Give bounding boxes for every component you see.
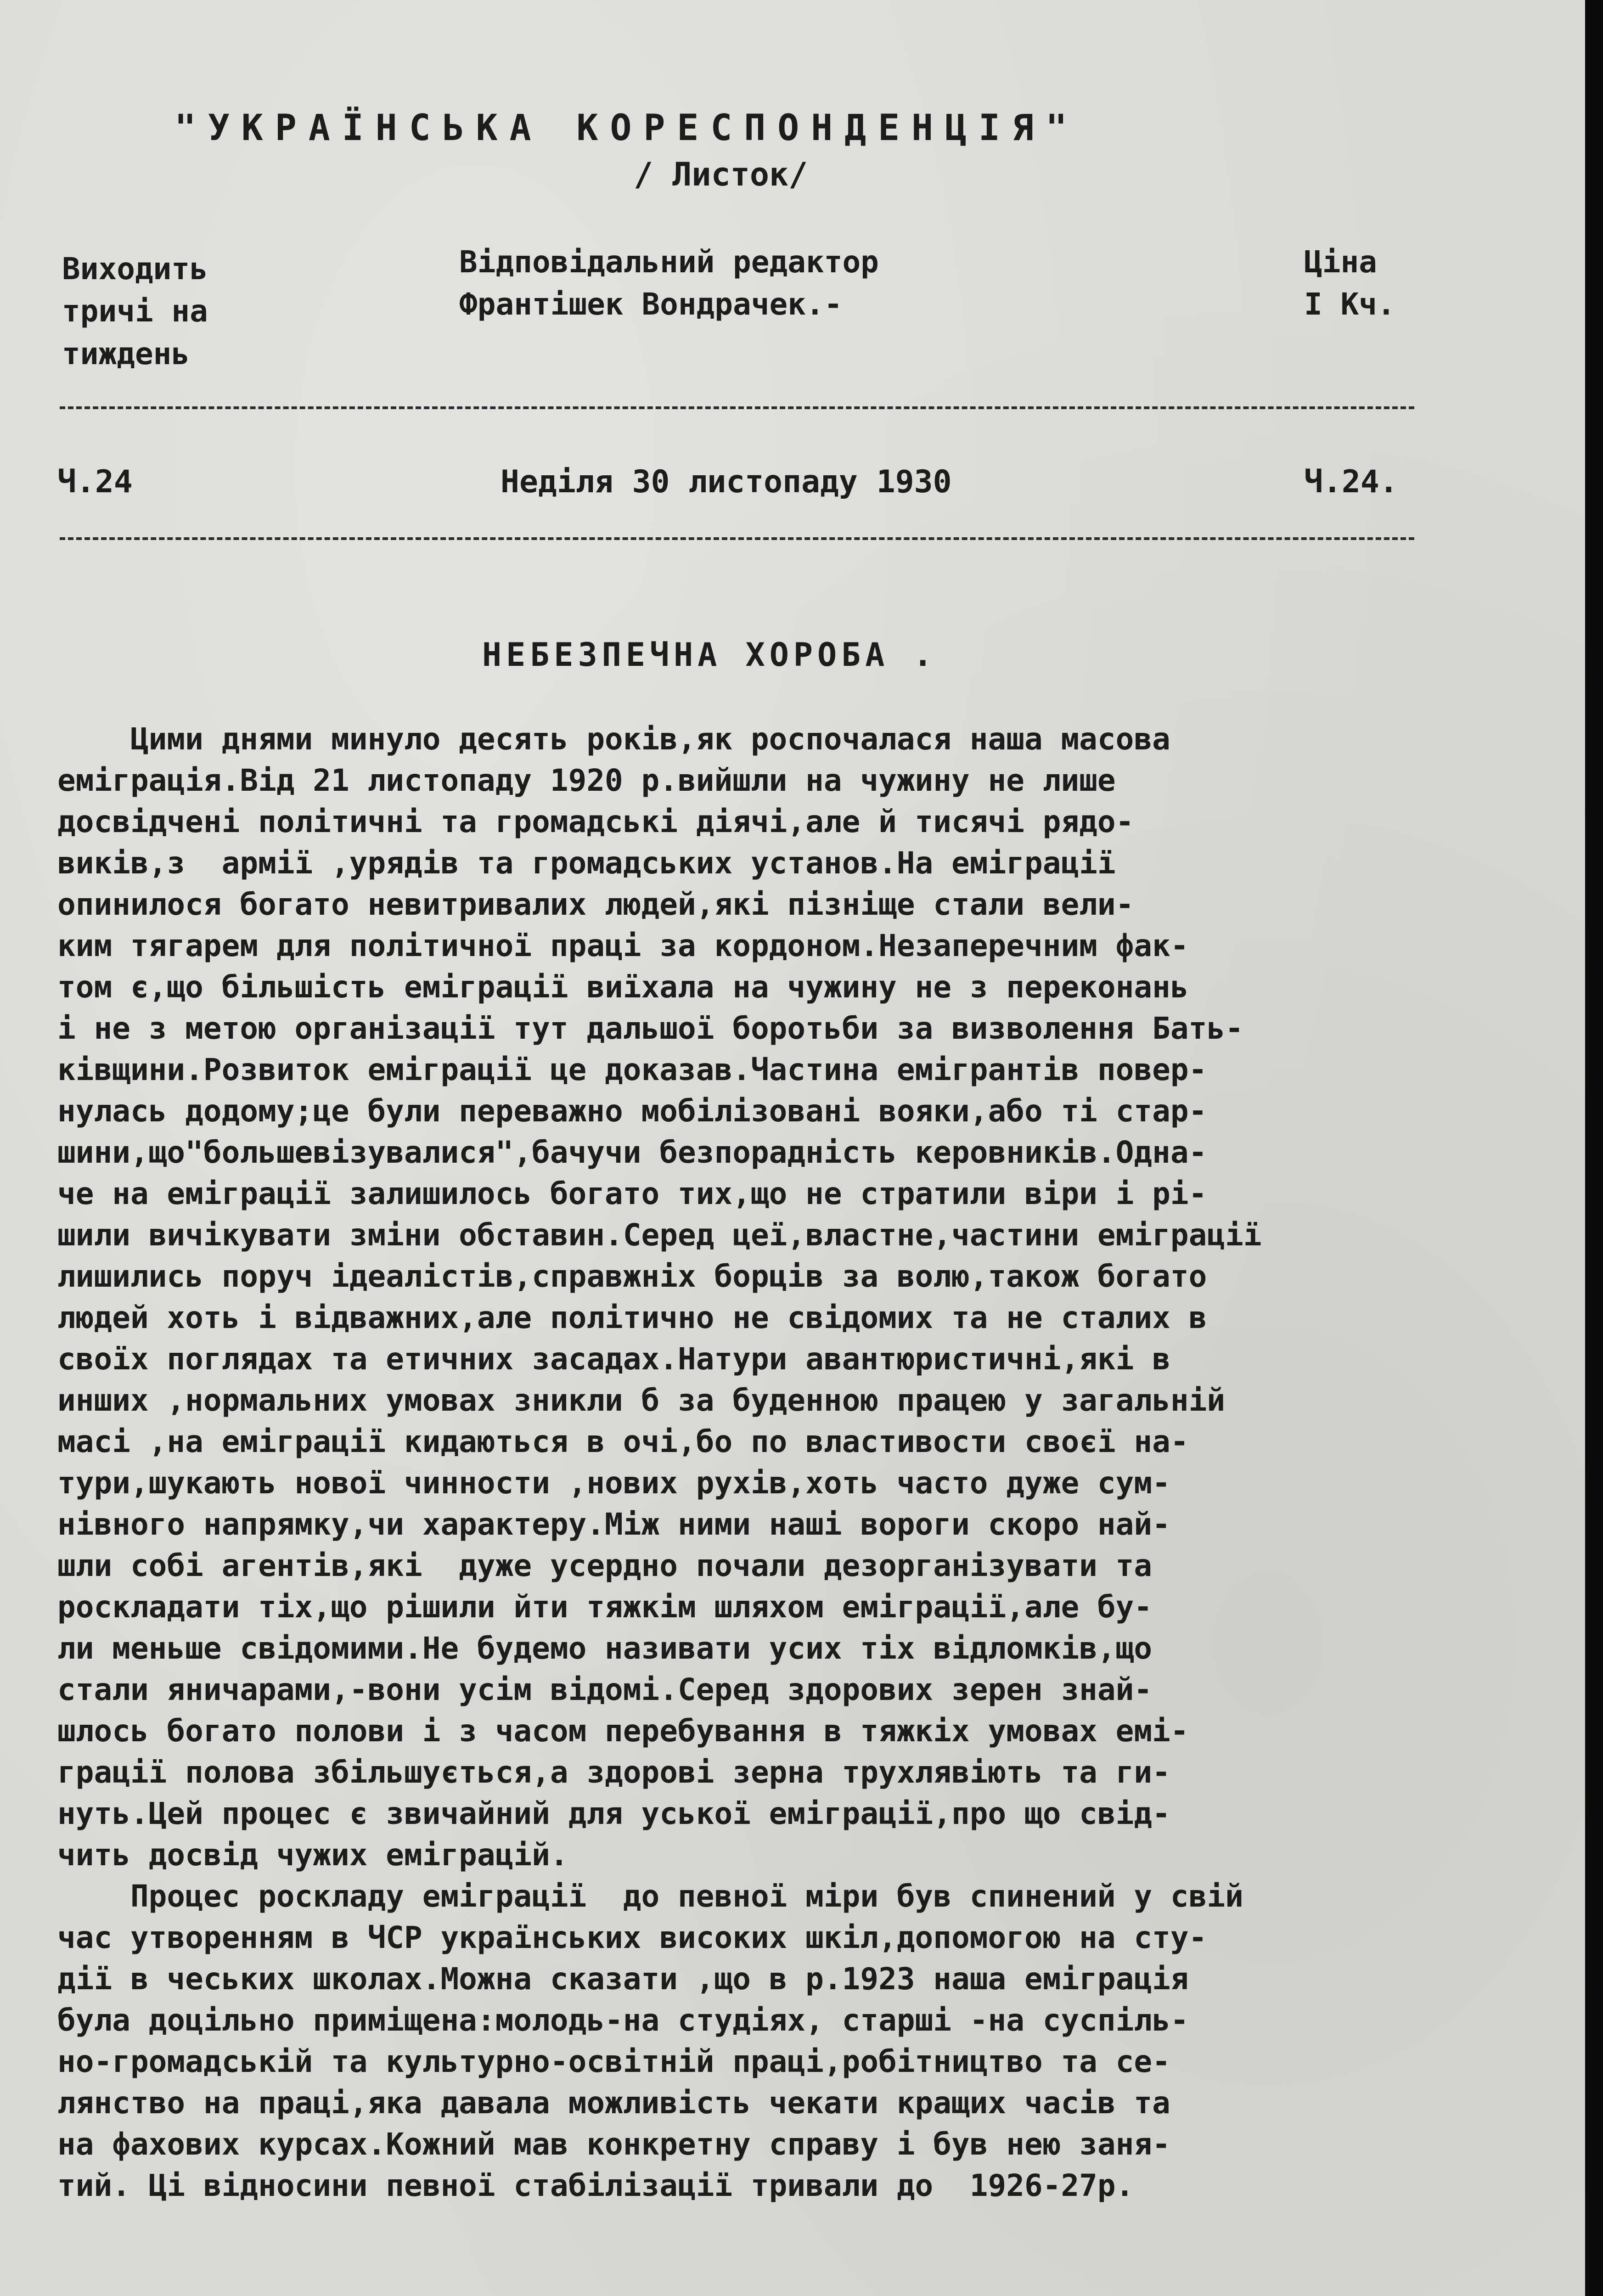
text-line: була доцільно приміщена:молодь-на студіях, старші -на суспіль- (57, 2003, 1189, 2038)
text-line: лянство на праці,яка давала можливість чекати кращих часів та (57, 2085, 1170, 2121)
paragraph-2 (57, 1876, 1504, 2206)
text-line: ли меньше свідомими.Не будемо називати усих тіх відломків,що (57, 1631, 1153, 1666)
text-line: инших ,нормальних умовах зникли б за буденною працею у загальній (57, 1383, 1226, 1418)
editor-name: Франтішек Вондрачек.- (459, 287, 843, 322)
divider-bottom (60, 537, 1414, 540)
issue-date: Неділя 30 листопаду 1930 (501, 464, 952, 500)
text-line: ківщини.Розвиток еміграції це доказав.Частина емігрантів повер- (57, 1052, 1207, 1087)
text-line: і не з метою організації тут дальшої боротьби за визволення Бать- (57, 1011, 1243, 1046)
text-line: нуть.Цей процес є звичайний для уської еміграції,про що свід- (57, 1796, 1170, 1831)
frequency-line: тричі на (62, 293, 208, 329)
issue-number-right: Ч.24. (1304, 464, 1398, 500)
text-line: людей хоть і відважних,але політично не свідомих та не сталих в (57, 1300, 1207, 1335)
article-title: НЕБЕЗПЕЧНА ХОРОБА . (482, 636, 937, 674)
divider-top (60, 406, 1414, 409)
price-value: І Кч. (1304, 287, 1395, 322)
text-line: шили вичікувати зміни обставин.Серед цеї,властне,частини еміграції (57, 1217, 1262, 1253)
text-line: роскладати тіх,що рішили йти тяжкім шляхом еміграції,але бу- (57, 1589, 1153, 1625)
text-line: грації полова збільшується,а здорові зерна трухлявіють та ги- (57, 1755, 1170, 1790)
paragraph-1 (57, 719, 1504, 1876)
frequency-line: тиждень (62, 336, 190, 371)
text-line: том є,що більшість еміграції виїхала на чужину не з переконань (57, 969, 1189, 1005)
masthead-title: "УКРАЇНСЬКА КОРЕСПОНДЕНЦІЯ" (174, 107, 1079, 149)
text-line: виків,з армії ,урядів та громадських установ.На еміграції (57, 845, 1116, 881)
text-line: досвідчені політичні та громадські діячі,але й тисячі рядо- (57, 804, 1134, 839)
text-line: но-громадській та культурно-освітній праці,робітництво та се- (57, 2044, 1170, 2079)
price-label: Ціна (1304, 244, 1377, 280)
price-info (1304, 241, 1395, 326)
publication-frequency (62, 248, 208, 375)
text-line: опинилося богато невитривалих людей,які пізніще стали вели- (57, 887, 1134, 922)
editor-info (459, 241, 879, 326)
text-line: нівного напрямку,чи характеру.Між ними наші вороги скоро най- (57, 1507, 1170, 1542)
article-body (57, 719, 1504, 2206)
text-line: шлось богато полови і з часом перебування в тяжкіх умовах емі- (57, 1713, 1189, 1749)
text-line: шли собі агентів,які дуже усердно почали дезорганізувати та (57, 1548, 1153, 1583)
frequency-line: Виходить (62, 251, 208, 287)
editor-role: Відповідальний редактор (459, 244, 879, 280)
text-line: еміграція.Від 21 листопаду 1920 р.вийшли на чужину не лише (57, 763, 1116, 798)
text-line: че на еміграції залишилось богато тих,що не стратили віри і рі- (57, 1176, 1207, 1211)
text-line: нулась додому;це були переважно мобілізовані вояки,або ті стар- (57, 1093, 1207, 1129)
text-line: Цими днями минуло десять років,як роспочалася наша масова (57, 721, 1170, 757)
text-line: своїх поглядах та етичних засадах.Натури авантюристичні,які в (57, 1341, 1170, 1377)
text-line: на фахових курсах.Кожний мав конкретну справу і був нею заня- (57, 2127, 1170, 2162)
text-line: тури,шукають нової чинности ,нових рухів,хоть часто дуже сум- (57, 1465, 1170, 1501)
text-line: шини,що"большевізувалися",бачучи безпорадність керовників.Одна- (57, 1135, 1207, 1170)
issue-number-left: Ч.24 (57, 464, 133, 500)
text-line: масі ,на еміграції кидаються в очі,бо по властивости своєї на- (57, 1424, 1189, 1459)
text-line: ким тягарем для політичної праці за кордоном.Незаперечним фак- (57, 928, 1189, 963)
text-line: чить досвід чужих еміграцій. (57, 1837, 568, 1873)
text-line: Процес роскладу еміграції до певної міри був спинений у свій (57, 1879, 1243, 1914)
text-line: тий. Ці відносини певної стабілізації тривали до 1926-27р. (57, 2168, 1134, 2203)
masthead-subtitle: / Листок/ (634, 156, 808, 193)
text-line: стали яничарами,-вони усім відомі.Серед здорових зерен знай- (57, 1672, 1153, 1707)
text-line: лишились поруч ідеалістів,справжніх борців за волю,також богато (57, 1259, 1207, 1294)
text-line: дії в чеських школах.Можна сказати ,що в р.1923 наша еміграція (57, 1961, 1189, 1997)
text-line: час утворенням в ЧСР українських високих шкіл,допомогою на сту- (57, 1920, 1207, 1955)
